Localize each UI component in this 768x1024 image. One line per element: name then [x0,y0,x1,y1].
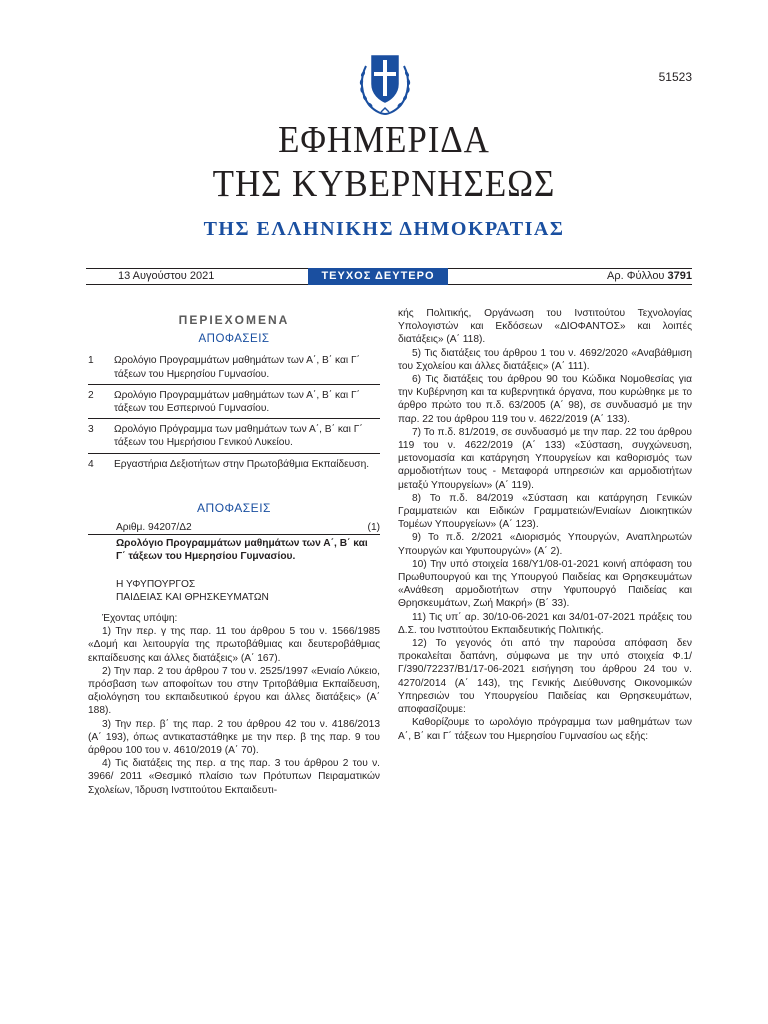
contents-item-text: Ωρολόγιο Προγραμμάτων μαθημάτων των Α΄, Β΄ και Γ΄ τάξεων του Ημερησίου Γυμνασίου. [114,355,360,380]
left-column [88,314,380,797]
decisions-heading: ΑΠΟΦΑΣΕΙΣ [197,500,271,515]
paragraph: 6) Τις διατάξεις του άρθρου 90 του Κώδικα Νομοθεσίας για την Κυβέρνηση και τα κυβερνητικά όργανα, που κυρώθηκε με το άρθρο πρώτο του π.δ. 63/2005 (Α΄ 98), σε συνδυασμό με την παρ. 22 του άρθρου 119 του ν. 4622/2019 (Α΄ 133). [398,374,692,425]
contents-item [88,454,380,474]
sheet-number [607,269,692,284]
sheet-value: 3791 [667,270,692,282]
paragraph: 2) Την παρ. 2 του άρθρου 7 του ν. 2525/1997 «Ενιαίο Λύκειο, πρόσβαση των αποφοίτων του στην Τριτοβάθμια Εκπαίδευση, αξιολόγηση του εκπαιδευτικού έργου και άλλες διατάξεις» (Α΄ 188). [88,665,380,717]
issue-date: 13 Αυγούστου 2021 [118,270,215,282]
greek-coat-of-arms-icon [356,48,414,118]
masthead-title: ΕΦΗΜΕΡΙΔΑ [278,119,490,161]
minister-title [88,578,380,604]
intro-text: Έχοντας υπόψη: [102,613,178,625]
contents-item-text: Εργαστήρια Δεξιοτήτων στην Πρωτοβάθμια Εκπαίδευση. [114,458,370,470]
contents-item-text: Ωρολόγιο Πρόγραμμα των μαθημάτων των Α΄, Β΄ και Γ΄ τάξεων του Ημερήσιου Γενικού Λυκείου. [114,424,363,449]
right-column [398,307,692,743]
paragraph: 9) Το π.δ. 2/2021 «Διορισμός Υπουργών, Αναπληρωτών Υπουργών και Υφυπουργών» (Α΄ 2). [398,532,692,557]
contents-item-number: 3 [88,424,94,436]
decision-index: (1) [367,522,380,534]
minister-title-line1: Η ΥΦΥΠΟΥΡΓΟΣ [116,578,196,590]
contents-item-number: 1 [88,355,94,367]
paragraph: 1) Την περ. γ της παρ. 11 του άρθρου 5 του ν. 1566/1985 «Δομή και λειτουργία της πρωτοβάθμιας και δευτεροβάθμιας εκπαίδευσης και άλλες διατάξεις» (Α΄ 167). [88,626,380,664]
decision-ref-number: Αριθμ. 94207/Δ2 [116,522,192,534]
paragraph: 7) Το π.δ. 81/2019, σε συνδυασμό με την παρ. 22 του άρθρου 119 του ν. 4622/2019 (Α΄ 133) «Σύσταση, συγχώνευση, μετονομασία και κατάργηση Υπουργείων και καθορισμός των αρμοδιοτήτων τους - Μεταφορά υπηρεσιών και αρμοδιοτήτων μεταξύ Υπουργείων» (Α΄ 119). [398,426,692,491]
decision-title: Ωρολόγιο Προγραμμάτων μαθημάτων των Α΄, Β΄ και Γ΄ τάξεων του Ημερησίου Γυμνασίου. [116,538,368,563]
contents-list [88,350,380,473]
contents-item [88,419,380,453]
contents-item [88,350,380,384]
contents-item [88,385,380,419]
contents-item-text: Ωρολόγιο Προγραμμάτων μαθημάτων των Α΄, Β΄ και Γ΄ τάξεων του Εσπερινού Γυμνασίου. [114,389,360,415]
minister-title-line2: ΠΑΙΔΕΙΑΣ ΚΑΙ ΘΡΗΣΚΕΥΜΑΤΩΝ [116,591,269,603]
paragraph-continuation: κής Πολιτικής, Οργάνωση του Ινστιτούτου Τεχνολογίας Υπολογιστών και Εκδόσεων «ΔΙΟΦΑΝΤΟΣ» και λοιπές διατάξεις» (Α΄ 118). [398,308,692,346]
paragraph: 12) Το γεγονός ότι από την παρούσα απόφαση δεν προκαλείται δαπάνη, σύμφωνα με την υπό στοιχεία Φ.1/Γ/390/72237/Β1/17-06-2021 εισήγηση του άρθρου 24 του ν. 4270/2014 (Α΄ 143), της Γενικής Διεύθυνσης Οικονομικών Υπηρεσιών του Υπουργείου Παιδείας και Θρησκευμάτων, αποφασίζουμε: [398,638,692,716]
masthead-subtitle: ΤΗΣ ΚΥΒΕΡΝΗΣΕΩΣ [212,163,556,205]
issue-label: ΤΕΥΧΟΣ ΔΕΥΤΕΡΟ [308,268,448,285]
sheet-label: Αρ. Φύλλου [606,270,665,282]
contents-section-heading: ΑΠΟΦΑΣΕΙΣ [198,333,270,346]
paragraph: 11) Τις υπ΄ αρ. 30/10-06-2021 και 34/01-07-2021 πράξεις του Δ.Σ. του Ινστιτούτου Εκπαιδευτικής Πολιτικής. [398,611,692,636]
paragraph: 10) Την υπό στοιχεία 168/Υ1/08-01-2021 κοινή απόφαση του Πρωθυπουργού και της Υπουργού Παιδείας και Θρησκευμάτων «Ανάθεση αρμοδιοτήτων στην Υφυπουργό Παιδείας και Θρησκευμάτων, Ζωή Μακρή» (Β΄ 33). [398,558,692,610]
decision-reference [88,521,380,535]
contents-item-number: 2 [88,389,94,401]
contents-title: ΠΕΡΙΕΧΟΜΕΝΑ [178,313,290,327]
paragraph: 5) Τις διατάξεις του άρθρου 1 του ν. 4692/2020 «Αναβάθμιση του Σχολείου και άλλες διατάξεις» (Α΄ 111). [398,347,692,372]
paragraph: 4) Τις διατάξεις της περ. α της παρ. 3 του άρθρου 2 του ν. 3966/ 2011 «Θεσμικό πλαίσιο των Πρότυπων Πειραματικών Σχολείων, Ίδρυση Ινστιτούτου Εκπαιδευτι- [88,758,380,796]
paragraph: Καθορίζουμε το ωρολόγιο πρόγραμμα των μαθημάτων των Α΄, Β΄ και Γ΄ τάξεων του Ημερησίου Γυμνασίου ως εξής: [398,717,692,742]
paragraph: 3) Την περ. β΄ της παρ. 2 του άρθρου 42 του ν. 4186/2013 (Α΄ 193), όπως αντικαταστάθηκε με την περ. β της παρ. 9 του άρθρου 100 του ν. 4610/2019 (Α΄ 70). [88,718,380,757]
contents-item-number: 4 [88,458,94,470]
page-number: 51523 [658,70,692,84]
paragraph: 8) Το π.δ. 84/2019 «Σύσταση και κατάργηση Γενικών Γραμματειών και Ειδικών Γραμματειών/Ενιαίων Διοικητικών Τομέων Υπουργείων» (Α΄ 123). [398,492,692,531]
masthead-republic: ΤΗΣ ΕΛΛΗΝΙΚΗΣ ΔΗΜΟΚΡΑΤΙΑΣ [203,218,565,240]
